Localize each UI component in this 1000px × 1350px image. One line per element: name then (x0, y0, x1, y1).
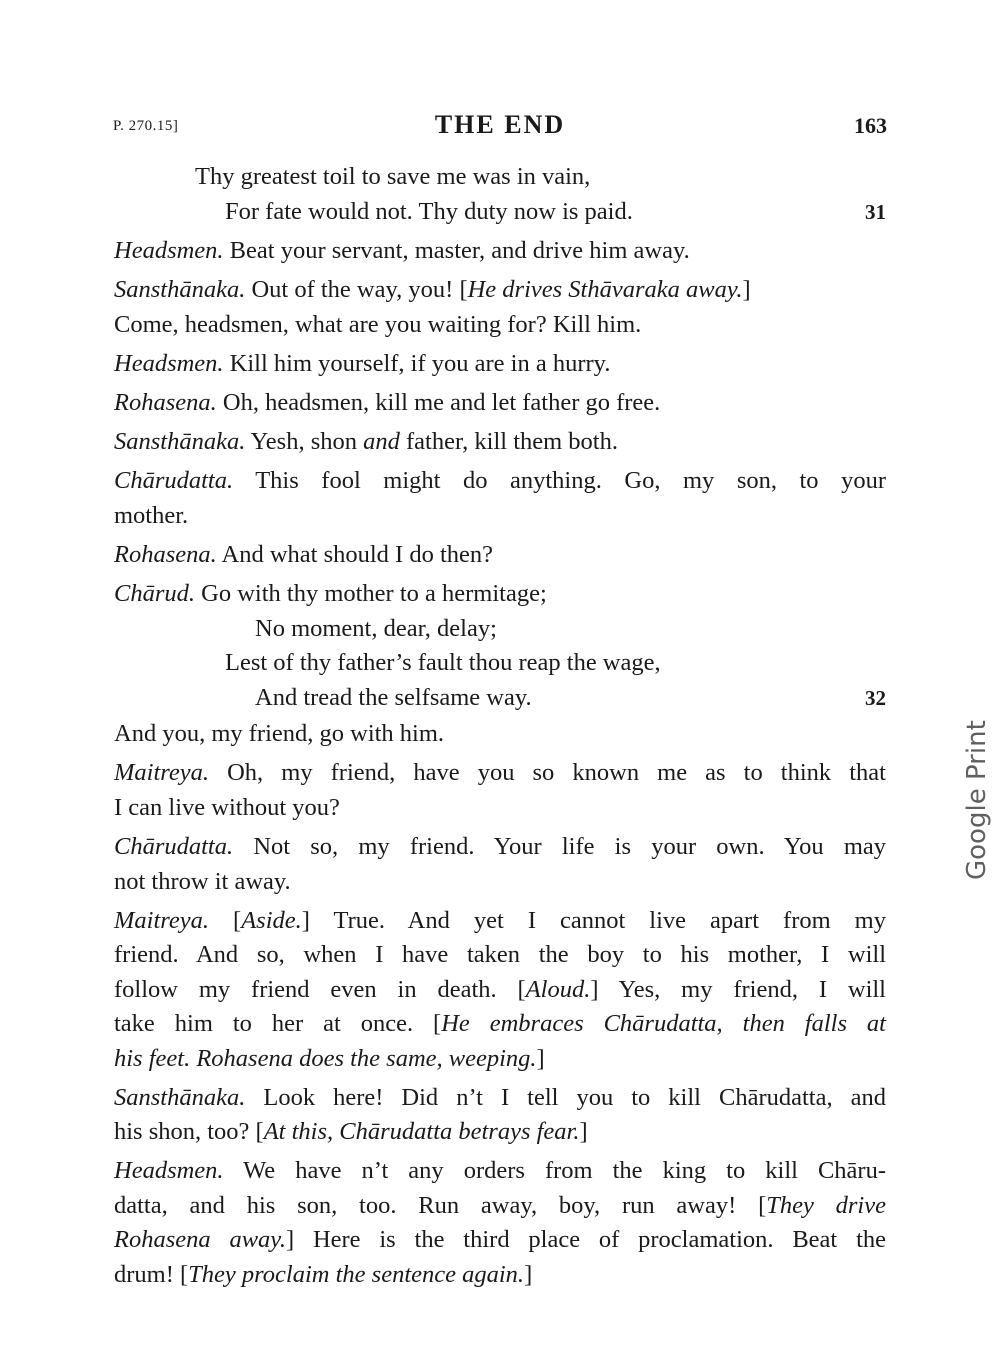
text-line (114, 499, 886, 533)
line-text: Oh, my friend, have you so known me as to think that (209, 759, 886, 786)
text-line (114, 830, 886, 864)
line-text: And you, my friend, go with him. (114, 720, 445, 747)
line-text: ] (579, 1118, 588, 1145)
line-text: Lest of thy father’s fault thou reap the wage, (225, 649, 661, 676)
speaker-name: Sansthānaka. (114, 276, 246, 303)
text-line (114, 791, 886, 825)
speaker-name: Headsmen. (114, 1157, 224, 1184)
line-text: father, kill them both. (399, 428, 618, 455)
line-text: Kill him yourself, if you are in a hurry. (223, 350, 611, 377)
line-text: Not so, my friend. Your life is your own. You may (233, 833, 886, 860)
text-line (114, 1154, 886, 1188)
text-line (114, 1081, 886, 1115)
line-text: follow my friend even in death. [ (114, 976, 526, 1003)
stage-direction: He drives Sthāvaraka away. (467, 276, 743, 303)
text-line (114, 464, 886, 498)
text-line (114, 1189, 886, 1223)
text-line (114, 973, 886, 1007)
text-line (114, 1007, 886, 1041)
text-line (114, 1223, 886, 1257)
line-text: Out of the way, you! [ (245, 276, 468, 303)
google-print-watermark: Google Print (962, 720, 992, 880)
line-text: ] (524, 1261, 533, 1288)
text-line (114, 234, 886, 268)
text-line (114, 865, 886, 899)
text-line (225, 646, 997, 680)
text-line (195, 160, 967, 194)
line-text: And what should I do then? (216, 541, 494, 568)
line-text: friend. And so, when I have taken the boy to his mother, I will (114, 941, 886, 968)
speaker-name: Rohasena. (114, 389, 217, 416)
line-text: We have n’t any orders from the king to kill Chāru- (223, 1157, 886, 1184)
line-text: Come, headsmen, what are you waiting for? Kill him. (114, 311, 642, 338)
line-text: Thy greatest toil to save me was in vain, (195, 163, 591, 190)
page-number: 163 (854, 113, 887, 138)
line-text: not throw it away. (114, 868, 291, 895)
line-text: I can live without you? (114, 794, 340, 821)
stage-direction: He embraces Chārudatta, then falls at (441, 1010, 886, 1037)
stage-direction: Rohasena away. (114, 1226, 286, 1253)
line-text: ] Here is the third place of proclamation. Beat the (285, 1226, 886, 1253)
text-line (114, 347, 886, 381)
stage-direction: Aloud. (525, 976, 591, 1003)
running-head-title: THE END (434, 110, 566, 139)
text-line (114, 577, 886, 611)
text-line (114, 1258, 886, 1292)
line-text: mother. (114, 502, 189, 529)
verse-number: 31 (865, 200, 886, 224)
speaker-name: Headsmen. (114, 237, 224, 264)
line-text: Yesh, shon (245, 428, 364, 455)
line-text: ] True. And yet I cannot live apart from my (301, 907, 886, 934)
text-line (114, 308, 886, 342)
stage-direction: They proclaim the sentence again. (188, 1261, 525, 1288)
stage-direction: Aside. (241, 907, 302, 934)
text-line (114, 717, 886, 751)
speaker-name: Maitreya. (114, 907, 210, 934)
stage-direction: his feet. Rohasena does the same, weeping. (114, 1045, 537, 1072)
text-line (114, 938, 886, 972)
line-text: [ (209, 907, 242, 934)
speaker-name: Maitreya. (114, 759, 210, 786)
text-line (114, 273, 886, 307)
line-text: Oh, headsmen, kill me and let father go free. (216, 389, 661, 416)
line-text: his shon, too? [ (114, 1118, 264, 1145)
line-text: No moment, dear, delay; (255, 615, 497, 642)
speaker-name: Chārudatta. (114, 833, 234, 860)
speaker-name: Sansthānaka. (114, 428, 246, 455)
speaker-name: Rohasena. (114, 541, 217, 568)
text-line (255, 681, 1000, 715)
line-text: This fool might do anything. Go, my son, to your (233, 467, 886, 494)
stage-direction: They drive (766, 1192, 886, 1219)
stage-direction: and (363, 428, 400, 455)
line-text: For fate would not. Thy duty now is paid. (225, 198, 633, 225)
text-line (255, 612, 1000, 646)
line-text: ] Yes, my friend, I will (590, 976, 886, 1003)
speaker-name: Sansthānaka. (114, 1084, 246, 1111)
speaker-name: Headsmen. (114, 350, 224, 377)
speaker-name: Chārudatta. (114, 467, 234, 494)
text-line (114, 1042, 886, 1076)
running-head-reference: P. 270.15] (113, 118, 179, 134)
stage-direction: At this, Chārudatta betrays fear. (263, 1118, 580, 1145)
line-text: take him to her at once. [ (114, 1010, 442, 1037)
line-text: ] (742, 276, 751, 303)
line-text: Go with thy mother to a hermitage; (195, 580, 547, 607)
text-line (114, 756, 886, 790)
line-text: And tread the selfsame way. (255, 684, 532, 711)
line-text: datta, and his son, too. Run away, boy, run away! [ (114, 1192, 767, 1219)
text-line (114, 425, 886, 459)
text-line (114, 538, 886, 572)
text-line (114, 1115, 886, 1149)
verse-number: 32 (865, 686, 886, 710)
text-line (114, 386, 886, 420)
line-text: ] (536, 1045, 545, 1072)
line-text: drum! [ (114, 1261, 189, 1288)
speaker-name: Chārud. (114, 580, 196, 607)
line-text: Look here! Did n’t I tell you to kill Chārudatta, and (245, 1084, 886, 1111)
line-text: Beat your servant, master, and drive him away. (223, 237, 690, 264)
text-line (114, 904, 886, 938)
